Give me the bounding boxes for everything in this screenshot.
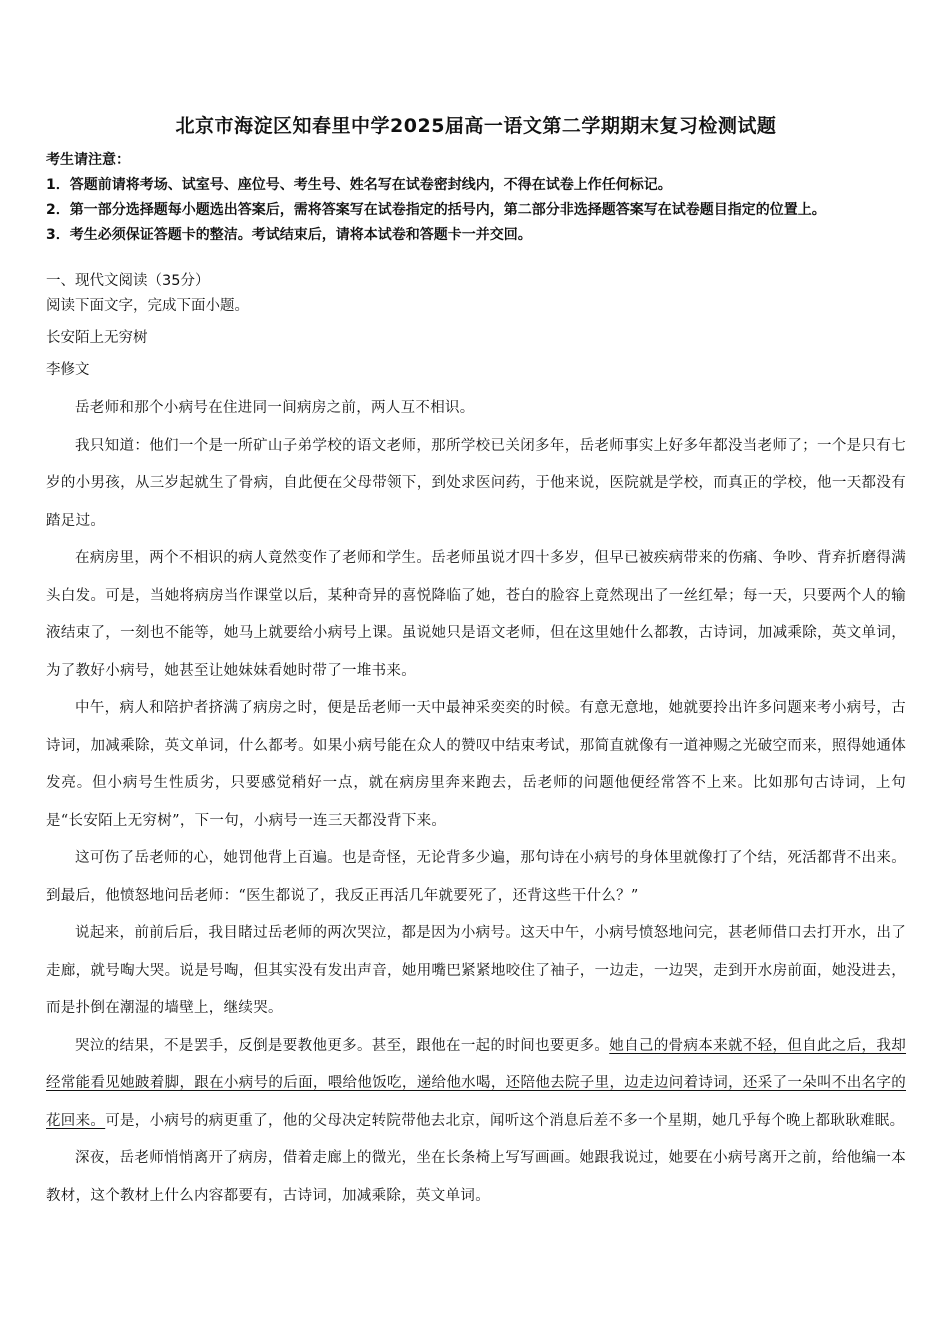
exam-title: 北京市海淀区知春里中学2025届高一语文第二学期期末复习检测试题 — [175, 115, 777, 137]
body-paragraph: 中午，病人和陪护者挤满了病房之时，便是岳老师一天中最神采奕奕的时候。有意无意地，她就要拎出许多问题来考小病号，古诗词，加减乘除，英文单词，什么都考。如果小病号能在众人的赞叹中结束考试，那简直就像有一道神赐之光破空而来，照得她通体发亮。但小病号生性质劣，只要感觉稍好一点，就在病房里奔来跑去，岳老师的问题他便经常答不上来。比如那句古诗词，上句是“长安陌上无穷树”，下一句，小病号一连三天都没背下来。 — [46, 700, 906, 829]
paragraph-text: 可是，小病号的病更重了，他的父母决定转院带他去北京，闻听这个消息后差不多一个星期，她几乎每个晚上都耿耿难眠。 — [105, 1112, 905, 1129]
section-heading: 一、现代文阅读（35分） — [46, 273, 210, 289]
notice-item: 2．第一部分选择题每小题选出答案后，需将答案写在试卷指定的括号内，第二部分非选择题答案写在试卷题目指定的位置上。 — [46, 202, 826, 218]
reading-instruction: 阅读下面文字，完成下面小题。 — [46, 298, 249, 314]
body-paragraph-underlined — [46, 1028, 906, 1141]
candidate-notice — [46, 148, 906, 248]
story-title: 长安陌上无穷树 — [46, 330, 148, 346]
notice-item: 1．答题前请将考场、试室号、座位号、考生号、姓名写在试卷密封线内，不得在试卷上作任何标记。 — [46, 177, 672, 193]
notice-item: 3．考生必须保证答题卡的整洁。考试结束后，请将本试卷和答题卡一并交回。 — [46, 227, 532, 243]
underlined-sentence: 她自己的骨病本来就不轻，但自此之后，我却经常能看见她跛着脚，跟在小病号的后面，喂给他饭吃，递给他水喝，还陪他去院子里，边走边问着诗词，还采了一朵叫不出名字的花回来。 — [46, 1037, 907, 1129]
body-paragraph: 深夜，岳老师悄悄离开了病房，借着走廊上的微光，坐在长条椅上写写画画。她跟我说过，她要在小病号离开之前，给他编一本教材，这个教材上什么内容都要有，古诗词，加减乘除，英文单词。 — [46, 1150, 906, 1204]
story-author: 李修文 — [46, 362, 90, 378]
body-paragraph: 我只知道：他们一个是一所矿山子弟学校的语文老师，那所学校已关闭多年，岳老师事实上好多年都没当老师了；一个是只有七岁的小男孩，从三岁起就生了骨病，自此便在父母带领下，到处求医问药，于他来说，医院就是学校，而真正的学校，他一天都没有踏足过。 — [46, 437, 906, 529]
body-paragraph: 在病房里，两个不相识的病人竟然变作了老师和学生。岳老师虽说才四十多岁，但早已被疾病带来的伤痛、争吵、背弃折磨得满头白发。可是，当她将病房当作课堂以后，某种奇异的喜悦降临了她，苍白的脸容上竟然现出了一丝红晕；每一天，只要两个人的输液结束了，一刻也不能等，她马上就要给小病号上课。虽说她只是语文老师，但在这里她什么都教，古诗词，加减乘除，英文单词，为了教好小病号，她甚至让她妹妹看她时带了一堆书来。 — [46, 550, 906, 679]
body-paragraph: 岳老师和那个小病号在住进同一间病房之前，两人互不相识。 — [75, 400, 475, 416]
notice-heading: 考生请注意： — [46, 152, 130, 168]
paragraph-text: 哭泣的结果，不是罢手，反倒是要教他更多。甚至，跟他在一起的时间也要更多。 — [75, 1037, 610, 1054]
body-paragraph: 这可伤了岳老师的心，她罚他背上百遍。也是奇怪，无论背多少遍，那句诗在小病号的身体里就像打了个结，死活都背不出来。到最后，他愤怒地问岳老师：“医生都说了，我反正再活几年就要死了，还背这些干什么？” — [46, 850, 906, 904]
body-paragraph: 说起来，前前后后，我目睹过岳老师的两次哭泣，都是因为小病号。这天中午，小病号愤怒地问完，甚老师借口去打开水，出了走廊，就号啕大哭。说是号啕，但其实没有发出声音，她用嘴巴紧紧地咬住了袖子，一边走，一边哭，走到开水房前面，她没进去，而是扑倒在潮湿的墙壁上，继续哭。 — [46, 925, 906, 1016]
